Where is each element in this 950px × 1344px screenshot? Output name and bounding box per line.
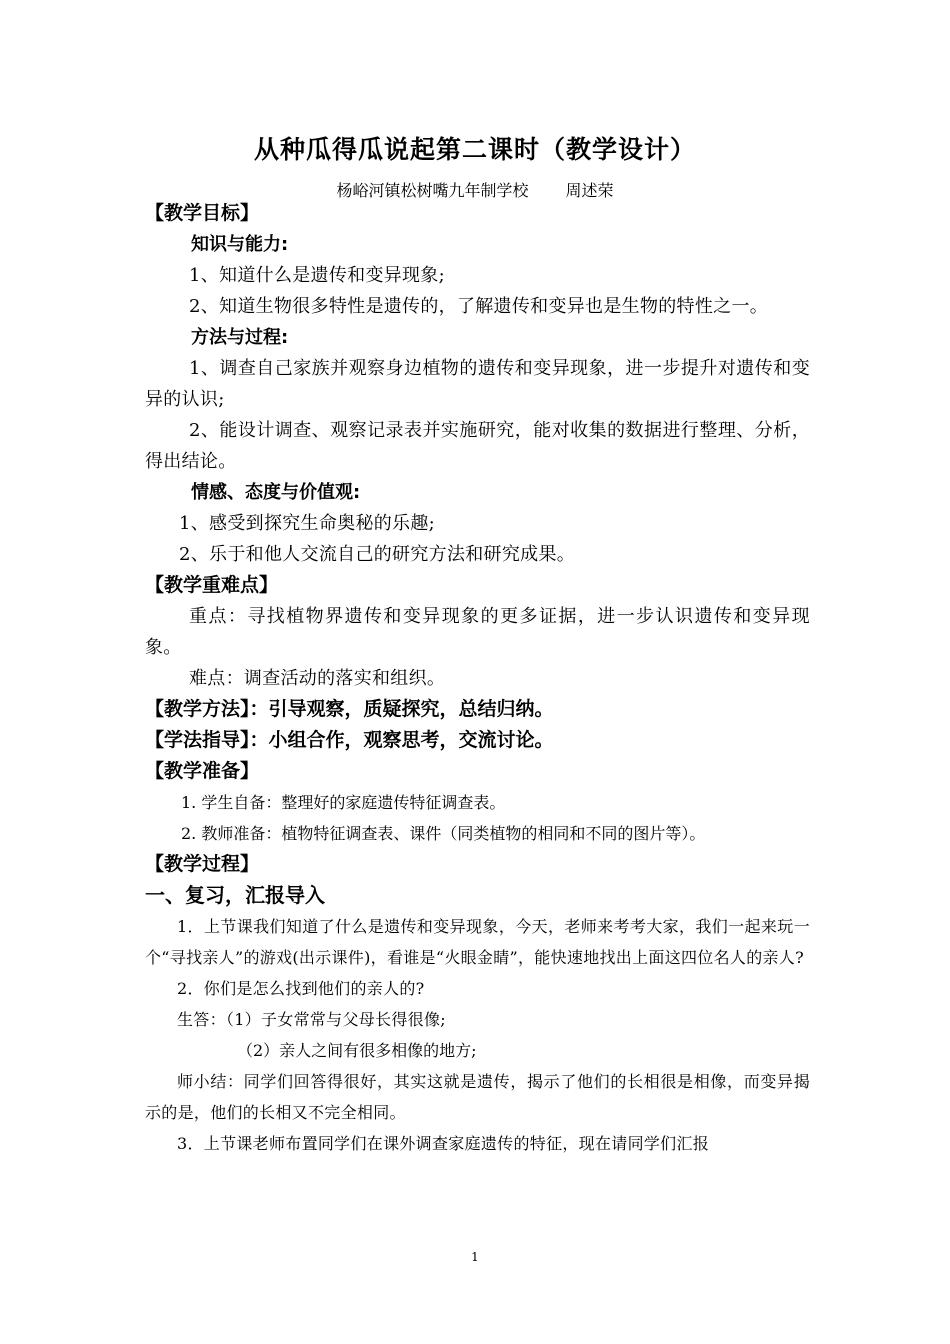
student-answer-1: 生答：（1）子女常常与父母长得很像; (177, 1010, 446, 1029)
process-paragraph-2: 2．你们是怎么找到他们的亲人的? (177, 979, 425, 998)
teacher-summary: 师小结：同学们回答得很好，其实这就是遗传，揭示了他们的长相很是相像，而变异揭示的是，他们的长相又不完全相同。 (145, 1072, 810, 1122)
key-points-heading: 【教学重难点】 (145, 574, 279, 596)
page-number: 1 (471, 1250, 479, 1264)
method-heading: 方法与过程: (191, 327, 289, 348)
student-answer-2: （2）亲人之间有很多相像的地方; (237, 1041, 477, 1060)
preparation-item-1: 1. 学生自备：整理好的家庭遗传特征调查表。 (181, 793, 506, 812)
school-name: 杨峪河镇松树嘴九年制学校 (336, 181, 529, 200)
process-paragraph-1: 1．上节课我们知道了什么是遗传和变异现象，今天，老师来考考大家，我们一起来玩一个“寻找亲人”的游戏(出示课件)，看谁是“火眼金睛”，能快速地找出上面这四位名人的亲人? (145, 917, 810, 967)
emotion-item-2: 2、乐于和他人交流自己的研究方法和研究成果。 (179, 544, 576, 565)
process-heading: 【教学过程】 (145, 853, 260, 875)
preparation-heading: 【教学准备】 (145, 760, 260, 782)
knowledge-heading: 知识与能力: (191, 234, 289, 255)
difficult-point: 难点：调查活动的落实和组织。 (189, 668, 446, 689)
section-1-heading: 一、复习，汇报导入 (145, 883, 325, 907)
teaching-method: 【教学方法】：引导观察，质疑探究，总结归纳。 (145, 698, 554, 720)
preparation-item-2: 2. 教师准备：植物特征调查表、课件（同类植物的相同和不同的图片等）。 (181, 824, 706, 843)
author-name: 周述荣 (565, 181, 614, 200)
knowledge-item-2: 2、知道生物很多特性是遗传的，了解遗传和变异也是生物的特性之一。 (189, 296, 769, 317)
document-title: 从种瓜得瓜说起第二课时（教学设计） (253, 135, 696, 164)
knowledge-item-1: 1、知道什么是遗传和变异现象; (189, 265, 446, 286)
process-paragraph-3: 3．上节课老师布置同学们在课外调查家庭遗传的特征，现在请同学们汇报 (177, 1134, 710, 1153)
goals-heading: 【教学目标】 (145, 202, 260, 224)
learning-guide: 【学法指导】：小组合作，观察思考，交流讨论。 (145, 729, 554, 751)
document-body (145, 198, 810, 1159)
key-point: 重点：寻找植物界遗传和变异现象的更多证据，进一步认识遗传和变异现象。 (145, 606, 810, 658)
method-item-1: 1、调查自己家族并观察身边植物的遗传和变异现象，进一步提升对遗传和变异的认识; (145, 358, 810, 410)
emotion-heading: 情感、态度与价值观: (191, 482, 361, 503)
emotion-item-1: 1、感受到探究生命奥秘的乐趣; (179, 513, 436, 534)
method-item-2: 2、能设计调查、观察记录表并实施研究，能对收集的数据进行整理、分析，得出结论。 (145, 420, 810, 472)
